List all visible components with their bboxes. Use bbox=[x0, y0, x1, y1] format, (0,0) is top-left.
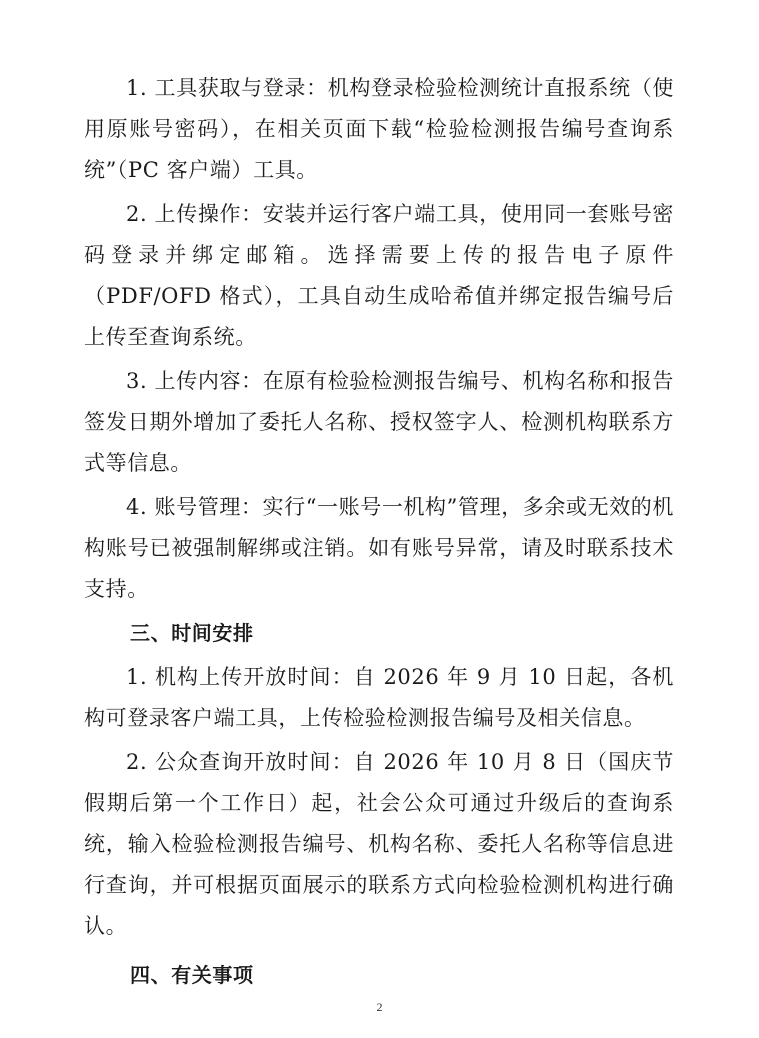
document-body bbox=[84, 68, 674, 999]
paragraph-account-management: 4. 账号管理：实行“一账号一机构”管理，多余或无效的机构账号已被强制解绑或注销。如有账号异常，请及时联系技术支持。 bbox=[84, 495, 674, 601]
paragraph-tool-login: 1. 工具获取与登录：机构登录检验检测统计直报系统（使用原账号密码），在相关页面下载“检验检测报告编号查询系统”（PC 客户端）工具。 bbox=[84, 76, 674, 182]
section-heading-related-matters: 四、有关事项 bbox=[130, 963, 254, 987]
section-heading-schedule: 三、时间安排 bbox=[130, 621, 254, 645]
page-number: 2 bbox=[376, 1000, 383, 1014]
paragraph-institution-upload-time: 1. 机构上传开放时间：自 2026 年 9 月 10 日起，各机构可登录客户端工具，上传检验检测报告编号及相关信息。 bbox=[84, 665, 674, 730]
paragraph-upload-operation: 2. 上传操作：安装并运行客户端工具，使用同一套账号密码登录并绑定邮箱。选择需要上传的报告电子原件（PDF/OFD 格式），工具自动生成哈希值并绑定报告编号后上传至查询系统。 bbox=[84, 202, 674, 349]
paragraph-upload-content: 3. 上传内容：在原有检验检测报告编号、机构名称和报告签发日期外增加了委托人名称、授权签字人、检测机构联系方式等信息。 bbox=[84, 369, 674, 475]
paragraph-public-query-time: 2. 公众查询开放时间：自 2026 年 10 月 8 日（国庆节假期后第一个工作日）起，社会公众可通过升级后的查询系统，输入检验检测报告编号、机构名称、委托人名称等信息进行查询，并可根据页面展示的联系方式向检验检测机构进行确认。 bbox=[84, 750, 674, 938]
